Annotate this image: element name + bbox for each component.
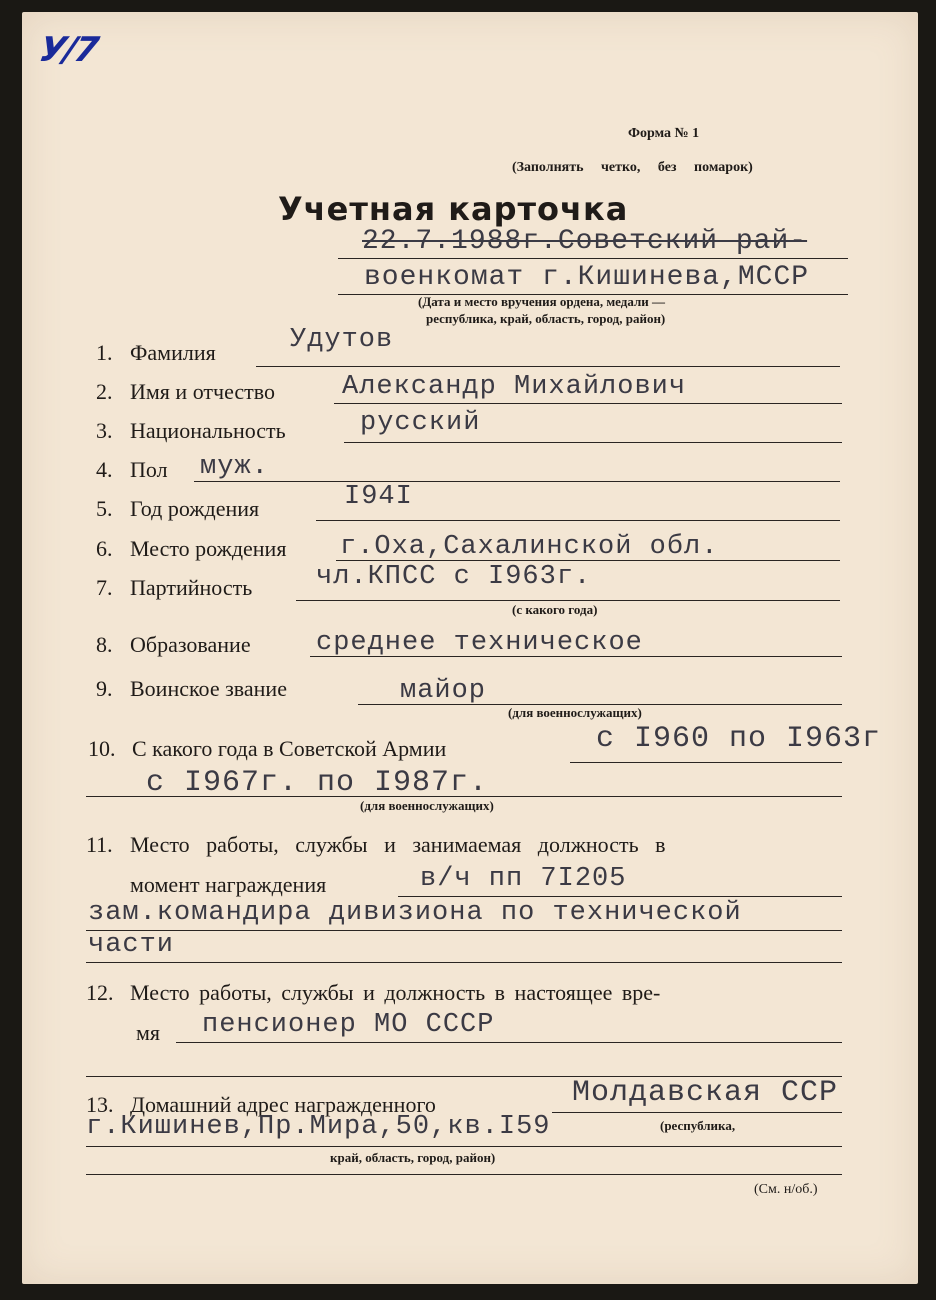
name-value: Александр Михайлович bbox=[342, 372, 687, 402]
see-reverse-note: (См. н/об.) bbox=[754, 1182, 818, 1197]
education-value: среднее техническое bbox=[316, 628, 643, 658]
field-2-line bbox=[334, 403, 842, 404]
field-6-number: 6. bbox=[96, 536, 113, 561]
handwritten-mark: У/7 bbox=[36, 30, 100, 70]
current-work-value: пенсионер МО СССР bbox=[202, 1010, 495, 1040]
field-10-line-1 bbox=[570, 762, 842, 763]
field-11-line-1 bbox=[398, 896, 842, 897]
surname-value: Удутов bbox=[290, 325, 394, 355]
field-11-number: 11. bbox=[86, 832, 113, 857]
field-13-caption-1: (республика, bbox=[660, 1118, 736, 1133]
field-7-label: Партийность bbox=[130, 575, 253, 600]
field-12-label-1: Место работы, службы и должность в настоящее вре- bbox=[130, 980, 661, 1005]
rank-value: майор bbox=[400, 676, 487, 706]
birth-year-value: I94I bbox=[344, 482, 413, 512]
fill-instruction: (Заполнять четко, без помарок) bbox=[512, 160, 753, 175]
field-13-line-2 bbox=[86, 1146, 842, 1147]
field-12-number: 12. bbox=[86, 980, 114, 1005]
field-12-line-1 bbox=[176, 1042, 842, 1043]
field-13-label: Домашний адрес награжденного bbox=[130, 1092, 436, 1117]
field-4-number: 4. bbox=[96, 457, 113, 482]
award-line-1: 22.7.1988г.Советский рай- bbox=[362, 226, 808, 257]
field-11-line-3 bbox=[86, 962, 842, 963]
field-9-caption: (для военнослужащих) bbox=[508, 705, 642, 720]
field-10-number: 10. bbox=[88, 736, 116, 761]
work-value-3: части bbox=[88, 930, 175, 960]
field-7-caption: (с какого года) bbox=[512, 602, 598, 617]
field-11-label-1: Место работы, службы и занимаемая должность в bbox=[130, 832, 666, 857]
field-9-label: Воинское звание bbox=[130, 676, 287, 701]
work-value-1: в/ч пп 7I205 bbox=[420, 864, 627, 894]
field-3-line bbox=[344, 442, 842, 443]
award-line-2: военкомат г.Кишинева,МССР bbox=[364, 262, 810, 293]
field-1-number: 1. bbox=[96, 340, 113, 365]
field-1-line bbox=[256, 366, 840, 367]
field-13-caption-2: край, область, город, район) bbox=[330, 1150, 496, 1165]
field-6-line bbox=[336, 560, 840, 561]
award-underline-1 bbox=[338, 258, 848, 259]
page-title: Учетная карточка bbox=[278, 190, 629, 228]
field-10-label: С какого года в Советской Армии bbox=[132, 736, 447, 761]
field-10-caption: (для военнослужащих) bbox=[360, 798, 494, 813]
army-service-value-2: с I967г. по I987г. bbox=[146, 766, 489, 800]
field-4-label: Пол bbox=[130, 457, 168, 482]
field-11-label-2: момент награждения bbox=[130, 872, 327, 897]
birthplace-value: г.Оха,Сахалинской обл. bbox=[340, 532, 719, 562]
field-7-number: 7. bbox=[96, 575, 113, 600]
award-caption-2: республика, край, область, город, район) bbox=[426, 311, 666, 326]
sex-value: муж. bbox=[200, 452, 269, 482]
field-2-number: 2. bbox=[96, 379, 113, 404]
field-5-number: 5. bbox=[96, 496, 113, 521]
field-7-line bbox=[296, 600, 840, 601]
field-13-number: 13. bbox=[86, 1092, 114, 1117]
form-number: Форма № 1 bbox=[628, 126, 700, 141]
field-8-number: 8. bbox=[96, 632, 113, 657]
field-3-number: 3. bbox=[96, 418, 113, 443]
field-6-label: Место рождения bbox=[130, 536, 287, 561]
field-12-label-2: мя bbox=[136, 1020, 161, 1045]
award-caption-1: (Дата и место вручения ордена, медали — bbox=[418, 294, 666, 309]
work-value-2: зам.командира дивизиона по технической bbox=[88, 898, 742, 928]
field-13-line-1 bbox=[552, 1112, 842, 1113]
field-11-line-2 bbox=[86, 930, 842, 931]
party-value: чл.КПСС с I963г. bbox=[316, 562, 592, 592]
army-service-value-1: с I960 по I963г bbox=[596, 722, 882, 756]
field-10-line-2 bbox=[86, 796, 842, 797]
field-5-line bbox=[316, 520, 840, 521]
field-8-label: Образование bbox=[130, 632, 251, 657]
field-1-label: Фамилия bbox=[130, 340, 216, 365]
address-value-2: г.Кишинев,Пр.Мира,50,кв.I59 bbox=[86, 1112, 551, 1142]
address-value-1: Молдавская ССР bbox=[572, 1076, 839, 1110]
field-2-label: Имя и отчество bbox=[130, 379, 276, 404]
field-4-line bbox=[194, 481, 840, 482]
field-8-line bbox=[310, 656, 842, 657]
nationality-value: русский bbox=[360, 408, 481, 438]
field-5-label: Год рождения bbox=[130, 496, 260, 521]
field-3-label: Национальность bbox=[130, 418, 286, 443]
field-9-number: 9. bbox=[96, 676, 113, 701]
field-13-line-3 bbox=[86, 1174, 842, 1175]
